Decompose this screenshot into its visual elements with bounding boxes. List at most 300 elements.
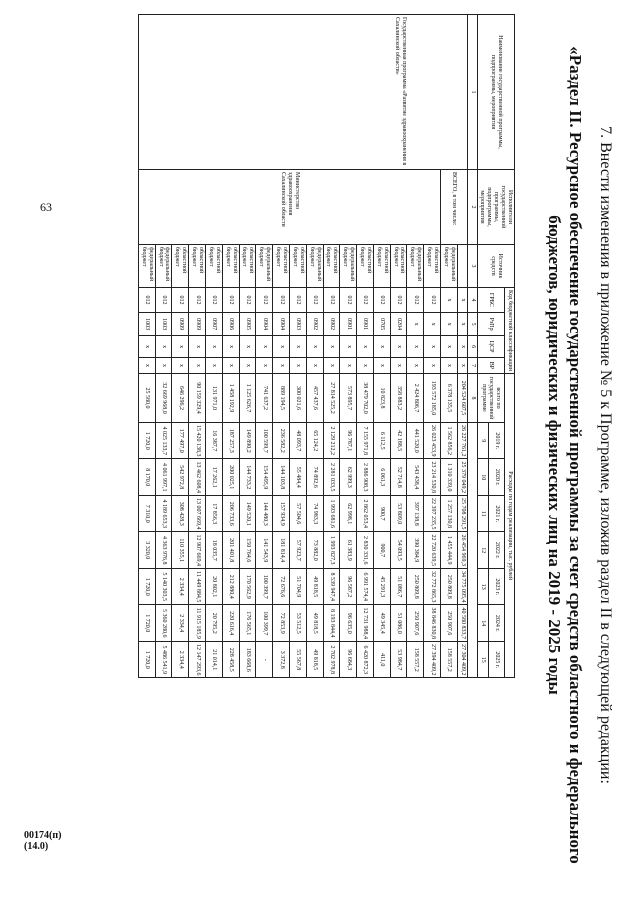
- year-value-cell: 542 972,8: [172, 459, 189, 496]
- year-value-cell: 54 093,5: [390, 532, 407, 569]
- csr-cell: х: [239, 336, 256, 358]
- year-value-cell: 23 214 530,8: [424, 459, 441, 496]
- total-value-cell: 38 479 702,0: [357, 373, 374, 422]
- year-value-cell: 42 188,5: [390, 422, 407, 459]
- col-number: 1: [467, 15, 477, 170]
- grbs-cell: 012: [289, 288, 306, 313]
- total-value-cell: 1 125 626,7: [239, 373, 256, 422]
- rzpr-cell: 0903: [289, 312, 306, 335]
- year-value-cell: 220 616,4: [222, 605, 239, 642]
- year-value-cell: 250 809,8: [440, 568, 457, 605]
- total-value-cell: 25 580,0: [138, 373, 155, 422]
- year-value-cell: 1 720,0: [138, 641, 155, 678]
- total-value-cell: 27 814 525,2: [323, 373, 340, 422]
- source-cell: федеральный бюджет: [407, 245, 424, 288]
- year-value-cell: 411,0: [373, 641, 390, 678]
- program-name-cell: Государственная программа «Развитие здравоохранения в Сахалинской области»: [138, 15, 467, 170]
- year-value-cell: 250 907,6: [440, 605, 457, 642]
- intro-text: 7. Внести изменения в приложение № 5 к Программе, изложив раздел II в следующей редакции:: [597, 126, 614, 784]
- year-value-cell: 4 061 997,1: [155, 459, 172, 496]
- year-value-cell: 1 720,0: [138, 605, 155, 642]
- year-value-cell: 38 846 830,8: [424, 605, 441, 642]
- vr-cell: х: [138, 357, 155, 373]
- year-value-cell: 96 635,0: [340, 605, 357, 642]
- year-value-cell: 49 345,4: [373, 605, 390, 642]
- year-value-cell: 149 890,2: [239, 422, 256, 459]
- year-value-cell: 158 557,2: [407, 641, 424, 678]
- source-cell: федеральный бюджет: [256, 245, 273, 288]
- grbs-cell: х: [457, 288, 467, 313]
- year-value-cell: 4 363 976,8: [155, 532, 172, 569]
- year-value-cell: 49 818,5: [306, 568, 323, 605]
- year-value-cell: 55 567,8: [289, 641, 306, 678]
- year-value-cell: 26 023 453,9: [424, 422, 441, 459]
- year-value-cell: 1 562 856,2: [440, 422, 457, 459]
- source-cell: федеральный бюджет: [306, 245, 323, 288]
- page-number: 63: [40, 200, 52, 214]
- year-value-cell: 25 379 049,2: [457, 459, 467, 496]
- year-value-cell: 57 923,7: [289, 532, 306, 569]
- csr-cell: х: [306, 336, 323, 358]
- year-value-cell: 13 007 669,4: [189, 495, 206, 532]
- year-value-cell: 100 399,7: [256, 605, 273, 642]
- header-vr: ВР: [477, 357, 505, 373]
- csr-cell: х: [440, 336, 457, 358]
- year-value-cell: 7 310,0: [138, 495, 155, 532]
- rzpr-cell: 0901: [357, 312, 374, 335]
- source-cell: областной бюджет: [390, 245, 407, 288]
- csr-cell: х: [357, 336, 374, 358]
- year-value-cell: 158 557,2: [440, 641, 457, 678]
- grbs-cell: 012: [357, 288, 374, 313]
- header-year: 2025 г.: [489, 641, 505, 678]
- year-value-cell: 2 830 331,6: [357, 532, 374, 569]
- rzpr-cell: х: [424, 312, 441, 335]
- year-value-cell: 11 449 884,5: [189, 568, 206, 605]
- header-total: всего по государственной программе: [477, 373, 505, 422]
- year-value-cell: 170 562,9: [239, 568, 256, 605]
- year-value-cell: 1 993 681,6: [323, 495, 340, 532]
- vr-cell: х: [239, 357, 256, 373]
- year-value-cell: 228 458,5: [222, 641, 239, 678]
- year-value-cell: 3 320,0: [138, 532, 155, 569]
- year-value-cell: 2 281 033,5: [323, 459, 340, 496]
- year-value-cell: 212 880,4: [222, 568, 239, 605]
- csr-cell: х: [340, 336, 357, 358]
- col-number: 10: [477, 459, 489, 496]
- year-value-cell: 51 086,0: [390, 605, 407, 642]
- rzpr-cell: 0905: [239, 312, 256, 335]
- year-value-cell: 2 702 978,8: [323, 641, 340, 678]
- year-value-cell: 74 983,3: [306, 495, 323, 532]
- source-cell: областной бюджет: [323, 245, 340, 288]
- year-value-cell: 61 383,9: [340, 532, 357, 569]
- year-value-cell: 8 170,0: [138, 459, 155, 496]
- rzpr-cell: 0902: [323, 312, 340, 335]
- grbs-cell: х: [440, 288, 457, 313]
- grbs-cell: 012: [373, 288, 390, 313]
- year-value-cell: 149 520,1: [239, 495, 256, 532]
- year-value-cell: 6 061,3: [373, 459, 390, 496]
- year-value-cell: 49 818,5: [306, 641, 323, 678]
- col-number: 14: [477, 605, 489, 642]
- header-year: 2019 г.: [489, 422, 505, 459]
- year-value-cell: 110 355,1: [172, 532, 189, 569]
- year-value-cell: 1 720,0: [138, 568, 155, 605]
- year-value-cell: 7 155 971,8: [357, 422, 374, 459]
- year-value-cell: 20 802,1: [206, 568, 223, 605]
- year-value-cell: 1 257 130,8: [440, 495, 457, 532]
- year-value-cell: 51 704,9: [289, 568, 306, 605]
- rzpr-cell: 0204: [390, 312, 407, 335]
- year-value-cell: 4 189 653,3: [155, 495, 172, 532]
- year-value-cell: 5 360 280,6: [155, 605, 172, 642]
- rzpr-cell: х: [457, 312, 467, 335]
- header-csr: ЦСР: [477, 336, 505, 358]
- year-value-cell: 40 580 833,7: [457, 605, 467, 642]
- csr-cell: х: [390, 336, 407, 358]
- year-value-cell: 543 438,4: [407, 459, 424, 496]
- csr-cell: х: [155, 336, 172, 358]
- year-value-cell: 5 140 303,5: [155, 568, 172, 605]
- grbs-cell: 012: [155, 288, 172, 313]
- csr-cell: х: [373, 336, 390, 358]
- total-value-cell: 646 296,2: [172, 373, 189, 422]
- year-value-cell: 141 543,9: [256, 532, 273, 569]
- source-cell: федеральный бюджет: [340, 245, 357, 288]
- year-value-cell: 308 428,3: [172, 495, 189, 532]
- header-executors: Исполнители государственной программы, подпрограммы, мероприятия: [477, 170, 514, 245]
- source-cell: областной бюджет: [189, 245, 206, 288]
- year-value-cell: 900,7: [373, 495, 390, 532]
- total-value-cell: 2 424 806,7: [407, 373, 424, 422]
- year-value-cell: 1 993 827,3: [323, 532, 340, 569]
- year-value-cell: 74 892,6: [306, 459, 323, 496]
- year-value-cell: 2 886 908,3: [357, 459, 374, 496]
- total-value-cell: 358 883,2: [390, 373, 407, 422]
- year-value-cell: 2 862 053,4: [357, 495, 374, 532]
- year-value-cell: 177 497,0: [172, 422, 189, 459]
- grbs-cell: 012: [340, 288, 357, 313]
- total-value-cell: 193 572 185,0: [424, 373, 441, 422]
- csr-cell: х: [424, 336, 441, 358]
- vr-cell: х: [273, 357, 290, 373]
- col-number: 13: [477, 568, 489, 605]
- year-value-cell: 34 775 095,4: [457, 568, 467, 605]
- source-cell: [457, 245, 467, 288]
- vr-cell: х: [306, 357, 323, 373]
- rzpr-cell: 0901: [340, 312, 357, 335]
- year-value-cell: 4 025 133,7: [155, 422, 172, 459]
- year-value-cell: 20 795,2: [206, 605, 223, 642]
- source-cell: областной бюджет: [239, 245, 256, 288]
- year-value-cell: 53 984,7: [390, 641, 407, 678]
- year-value-cell: 441 520,0: [407, 422, 424, 459]
- vr-cell: х: [323, 357, 340, 373]
- vr-cell: х: [189, 357, 206, 373]
- col-number: 9: [477, 422, 489, 459]
- rzpr-cell: 0904: [273, 312, 290, 335]
- csr-cell: х: [256, 336, 273, 358]
- vr-cell: х: [289, 357, 306, 373]
- grbs-cell: 012: [424, 288, 441, 313]
- source-cell: областной бюджет: [172, 245, 189, 288]
- header-year: 2022 г.: [489, 532, 505, 569]
- vr-cell: х: [172, 357, 189, 373]
- header-spacer: [467, 422, 477, 678]
- header-rzpr: РзПр: [477, 312, 505, 335]
- year-value-cell: 22 397 235,5: [424, 495, 441, 532]
- total-value-cell: 10 823,8: [373, 373, 390, 422]
- year-value-cell: 27 304 409,2: [457, 641, 467, 678]
- header-year: 2021 г.: [489, 495, 505, 532]
- col-number: 6: [467, 336, 477, 358]
- rzpr-cell: х: [440, 312, 457, 335]
- vr-cell: х: [407, 357, 424, 373]
- total-label-cell: ВСЕГО, в том числе:: [440, 170, 467, 245]
- header-program-name: Наименование государственной программы, подпрограммы, мероприятия: [477, 15, 514, 170]
- year-value-cell: 45 291,3: [373, 568, 390, 605]
- rzpr-cell: 1003: [138, 312, 155, 335]
- resource-table: [138, 14, 515, 678]
- grbs-cell: 012: [407, 288, 424, 313]
- table-body: [138, 15, 467, 678]
- source-cell: областной бюджет: [273, 245, 290, 288]
- grbs-cell: 012: [306, 288, 323, 313]
- total-value-cell: 90 159 329,4: [189, 373, 206, 422]
- year-value-cell: 100 399,7: [256, 568, 273, 605]
- year-value-cell: 16 387,7: [206, 422, 223, 459]
- ministry-cell: Министерство здравоохранения Сахалинской области: [138, 170, 440, 245]
- grbs-cell: 012: [206, 288, 223, 313]
- year-value-cell: 397 138,8: [407, 495, 424, 532]
- year-value-cell: 49 818,5: [306, 605, 323, 642]
- rzpr-cell: 0906: [222, 312, 239, 335]
- year-value-cell: 390 384,9: [407, 532, 424, 569]
- year-value-cell: 187 257,3: [222, 422, 239, 459]
- year-value-cell: 22 720 639,5: [424, 532, 441, 569]
- year-value-cell: 96 587,2: [340, 568, 357, 605]
- csr-cell: х: [323, 336, 340, 358]
- col-number: 4: [467, 288, 477, 313]
- year-value-cell: 3 372,8: [273, 641, 290, 678]
- year-value-cell: 51 086,7: [390, 568, 407, 605]
- source-cell: областной бюджет: [206, 245, 223, 288]
- year-value-cell: 1 455 444,9: [440, 532, 457, 569]
- vr-cell: х: [256, 357, 273, 373]
- year-value-cell: 17 856,3: [206, 495, 223, 532]
- year-value-cell: 183 668,6: [239, 641, 256, 678]
- col-number: 15: [477, 641, 489, 678]
- csr-cell: х: [289, 336, 306, 358]
- year-value-cell: 1 310 339,0: [440, 459, 457, 496]
- grbs-cell: 012: [323, 288, 340, 313]
- year-value-cell: 21 014,1: [206, 641, 223, 678]
- source-cell: федеральный бюджет: [440, 245, 457, 288]
- grbs-cell: 012: [273, 288, 290, 313]
- year-value-cell: 26 227 761,2: [457, 422, 467, 459]
- year-value-cell: 181 814,4: [273, 532, 290, 569]
- year-value-cell: 157 934,9: [273, 495, 290, 532]
- csr-cell: х: [273, 336, 290, 358]
- year-value-cell: 72 853,9: [273, 605, 290, 642]
- csr-cell: х: [172, 336, 189, 358]
- year-value-cell: 150 764,6: [239, 532, 256, 569]
- year-value-cell: 8 539 947,4: [323, 568, 340, 605]
- csr-cell: х: [206, 336, 223, 358]
- grbs-cell: 012: [256, 288, 273, 313]
- year-value-cell: 200 025,1: [222, 459, 239, 496]
- csr-cell: х: [407, 336, 424, 358]
- total-value-cell: 32 669 968,0: [155, 373, 172, 422]
- year-value-cell: 12 147 293,6: [189, 641, 206, 678]
- year-value-cell: 32 772 865,3: [424, 568, 441, 605]
- year-value-cell: 65 124,2: [306, 422, 323, 459]
- year-value-cell: -: [256, 641, 273, 678]
- year-value-cell: 27 394 409,2: [424, 641, 441, 678]
- header-year: 2024 г.: [489, 605, 505, 642]
- year-value-cell: 250 809,8: [407, 568, 424, 605]
- table-row: [457, 15, 467, 678]
- year-value-cell: 144 103,8: [273, 459, 290, 496]
- source-cell: областной бюджет: [357, 245, 374, 288]
- year-value-cell: 5 486 541,9: [155, 641, 172, 678]
- year-value-cell: 12 731 988,4: [357, 605, 374, 642]
- year-value-cell: 6 420 872,3: [357, 641, 374, 678]
- total-value-cell: 131 971,0: [206, 373, 223, 422]
- csr-cell: х: [189, 336, 206, 358]
- source-cell: федеральный бюджет: [138, 245, 155, 288]
- vr-cell: х: [424, 357, 441, 373]
- year-value-cell: 2 334,4: [172, 568, 189, 605]
- header-budget-class: Код бюджетной классификации: [505, 288, 515, 374]
- year-value-cell: 96 787,1: [340, 422, 357, 459]
- year-value-cell: 15 420 138,3: [189, 422, 206, 459]
- csr-cell: х: [457, 336, 467, 358]
- col-number: 8: [467, 373, 477, 422]
- source-cell: областной бюджет: [289, 245, 306, 288]
- total-value-cell: 204 524 607,5: [457, 373, 467, 422]
- total-value-cell: 889 194,5: [273, 373, 290, 422]
- rzpr-cell: х: [407, 312, 424, 335]
- year-value-cell: 72 676,6: [273, 568, 290, 605]
- year-value-cell: 250 907,6: [407, 605, 424, 642]
- rzpr-cell: 0909: [172, 312, 189, 335]
- year-value-cell: 52 714,8: [390, 459, 407, 496]
- year-value-cell: 17 262,1: [206, 459, 223, 496]
- year-value-cell: 57 504,6: [289, 495, 306, 532]
- year-value-cell: 73 882,0: [306, 532, 323, 569]
- source-cell: областной бюджет: [424, 245, 441, 288]
- vr-cell: х: [357, 357, 374, 373]
- total-value-cell: 300 021,6: [289, 373, 306, 422]
- col-number: 12: [477, 532, 489, 569]
- vr-cell: х: [206, 357, 223, 373]
- total-value-cell: 573 895,7: [340, 373, 357, 422]
- rzpr-cell: 0909: [189, 312, 206, 335]
- csr-cell: х: [222, 336, 239, 358]
- grbs-cell: 012: [222, 288, 239, 313]
- year-value-cell: 8 193 844,4: [323, 605, 340, 642]
- year-value-cell: 96 684,3: [340, 641, 357, 678]
- year-value-cell: 176 565,1: [239, 605, 256, 642]
- year-value-cell: 11 915 185,9: [189, 605, 206, 642]
- year-value-cell: 2 334,4: [172, 641, 189, 678]
- year-value-cell: 53 512,5: [289, 605, 306, 642]
- source-cell: областной бюджет: [373, 245, 390, 288]
- grbs-cell: 012: [138, 288, 155, 313]
- year-value-cell: 206 733,6: [222, 495, 239, 532]
- document-code: 00174(п)(14.0): [24, 830, 62, 852]
- source-cell: федеральный бюджет: [155, 245, 172, 288]
- total-value-cell: 741 637,2: [256, 373, 273, 422]
- year-value-cell: 1 720,0: [138, 422, 155, 459]
- year-value-cell: 18 035,7: [206, 532, 223, 569]
- rzpr-cell: 0904: [256, 312, 273, 335]
- year-value-cell: 13 462 608,4: [189, 459, 206, 496]
- vr-cell: х: [340, 357, 357, 373]
- vr-cell: х: [155, 357, 172, 373]
- year-value-cell: 100 599,7: [256, 422, 273, 459]
- year-value-cell: 144 480,3: [256, 495, 273, 532]
- col-number: 7: [467, 357, 477, 373]
- header-expenses-by-year: Расходы по годам реализации, тыс. рублей: [505, 373, 515, 678]
- header-year: 2023 г.: [489, 568, 505, 605]
- rzpr-cell: 0907: [206, 312, 223, 335]
- section-title: «Раздел II. Ресурсное обеспечение государственной программы за счет средств областного и федерального бюджетов, юридических и физических лиц на 2019 - 2025 годы: [544, 46, 585, 864]
- total-value-cell: 6 378 135,5: [440, 373, 457, 422]
- year-value-cell: 48 093,7: [289, 422, 306, 459]
- year-value-cell: 201 401,8: [222, 532, 239, 569]
- total-value-cell: 1 458 192,9: [222, 373, 239, 422]
- col-number: 3: [467, 245, 477, 288]
- year-value-cell: 12 907 669,4: [189, 532, 206, 569]
- vr-cell: х: [373, 357, 390, 373]
- year-value-cell: 62 998,1: [340, 495, 357, 532]
- vr-cell: х: [390, 357, 407, 373]
- grbs-cell: 012: [390, 288, 407, 313]
- vr-cell: х: [457, 357, 467, 373]
- year-value-cell: 26 454 969,3: [457, 532, 467, 569]
- rzpr-cell: 1003: [155, 312, 172, 335]
- year-value-cell: 6 112,5: [373, 422, 390, 459]
- grbs-cell: 012: [172, 288, 189, 313]
- grbs-cell: 012: [189, 288, 206, 313]
- year-value-cell: 2 334,4: [172, 605, 189, 642]
- year-value-cell: 6 991 574,4: [357, 568, 374, 605]
- vr-cell: х: [222, 357, 239, 373]
- col-number: 11: [477, 495, 489, 532]
- year-value-cell: 900,7: [373, 532, 390, 569]
- col-number: 5: [467, 312, 477, 335]
- grbs-cell: 012: [239, 288, 256, 313]
- source-cell: областной бюджет: [222, 245, 239, 288]
- year-value-cell: 25 708 291,5: [457, 495, 467, 532]
- year-value-cell: 55 484,4: [289, 459, 306, 496]
- year-value-cell: 144 733,2: [239, 459, 256, 496]
- header-source: Источник средств: [477, 245, 514, 288]
- col-number: 2: [467, 170, 477, 245]
- header-grbs: ГРБС: [477, 288, 505, 313]
- csr-cell: х: [138, 336, 155, 358]
- total-value-cell: 457 437,6: [306, 373, 323, 422]
- rzpr-cell: 0705: [373, 312, 390, 335]
- year-value-cell: 154 495,9: [256, 459, 273, 496]
- header-year: 2020 г.: [489, 459, 505, 496]
- year-value-cell: 53 809,0: [390, 495, 407, 532]
- year-value-cell: 236 582,2: [273, 422, 290, 459]
- year-value-cell: 2 129 212,2: [323, 422, 340, 459]
